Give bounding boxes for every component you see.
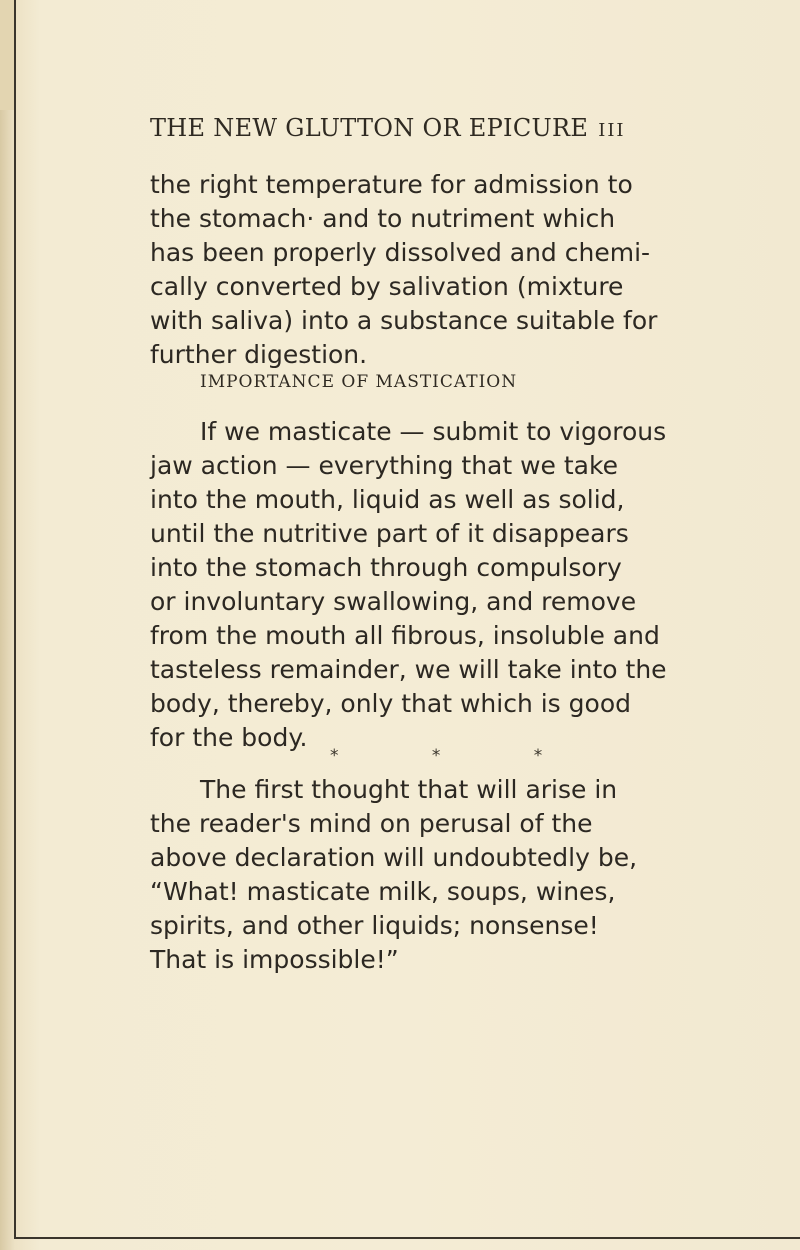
paragraph-1-line: cally converted by salivation (mixture <box>150 272 624 301</box>
paragraph-1-line: the right temperature for admission to <box>150 170 633 199</box>
paragraph-1-line: with saliva) into a substance suitable for <box>150 306 658 335</box>
paragraph-3-line: the reader's mind on perusal of the <box>150 809 593 838</box>
asterism-separator: * * * <box>330 746 587 766</box>
section-heading: IMPORTANCE OF MASTICATION <box>200 372 518 392</box>
paragraph-2-line: body, thereby, only that which is good <box>150 689 631 718</box>
bottom-border-line <box>14 1237 800 1239</box>
running-head-title: THE NEW GLUTTON OR EPICURE <box>150 114 589 142</box>
paragraph-2-line: from the mouth all fibrous, insoluble and <box>150 621 660 650</box>
paragraph-2-line: for the body. <box>150 723 308 752</box>
paragraph-1-line: has been properly dissolved and chemi- <box>150 238 651 267</box>
paragraph-2-line: or involuntary swallowing, and remove <box>150 587 637 616</box>
paragraph-3-line: The first thought that will arise in <box>200 775 618 804</box>
paragraph-2-line: If we masticate — submit to vigorous <box>200 417 667 446</box>
paragraph-2-line: into the mouth, liquid as well as solid, <box>150 485 625 514</box>
paragraph-2-line: until the nutritive part of it disappears <box>150 519 629 548</box>
running-head <box>150 114 670 142</box>
left-border-line <box>14 0 16 1238</box>
page-gutter-shadow <box>0 0 14 1250</box>
paragraph-2-line: jaw action — everything that we take <box>150 451 618 480</box>
paragraph-2-line: tasteless remainder, we will take into the <box>150 655 667 684</box>
paragraph-3-line: That is impossible!” <box>150 945 399 974</box>
paragraph-3-line: above declaration will undoubtedly be, <box>150 843 638 872</box>
paragraph-3-line: “What! masticate milk, soups, wines, <box>150 877 616 906</box>
paragraph-1-line: further digestion. <box>150 340 368 369</box>
paragraph-2-line: into the stomach through compulsory <box>150 553 622 582</box>
paragraph-3-line: spirits, and other liquids; nonsense! <box>150 911 599 940</box>
page-number: III <box>598 120 626 141</box>
paragraph-1-line: the stomach· and to nutriment which <box>150 204 616 233</box>
page-corner-tab <box>0 0 14 110</box>
